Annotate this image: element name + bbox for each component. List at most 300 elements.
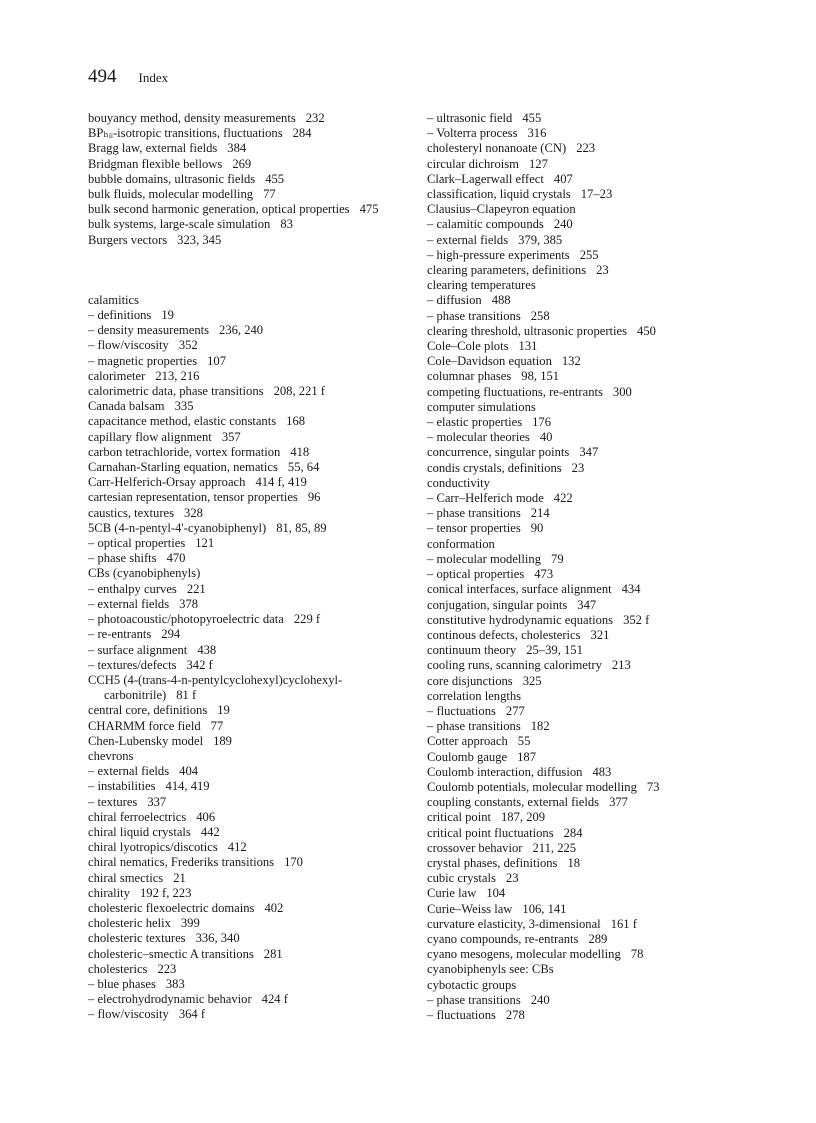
- index-entry: [427, 491, 762, 506]
- index-entry: [427, 689, 762, 704]
- index-term: – instabilities: [88, 779, 156, 794]
- index-term: clearing temperatures: [427, 278, 536, 293]
- index-term: curvature elasticity, 3-dimensional: [427, 916, 601, 931]
- index-term: calamitics: [88, 292, 140, 307]
- index-entry: [427, 506, 762, 521]
- index-pages: 316: [527, 126, 547, 141]
- index-entry: [88, 521, 413, 536]
- index-term: cholesteric–smectic A transitions: [88, 946, 254, 961]
- index-term: – phase transitions: [427, 506, 521, 521]
- index-term: continous defects, cholesterics: [427, 627, 581, 642]
- index-pages: 414 f, 419: [255, 475, 307, 490]
- index-entry: [88, 172, 413, 187]
- index-entry: [427, 704, 762, 719]
- index-entry: [88, 369, 413, 384]
- index-term: CCH5 (4-(trans-4-n-pentylcyclohexyl)cyclohexyl-carbonitrile): [88, 672, 343, 703]
- index-term: – phase transitions: [427, 719, 521, 734]
- index-pages: 412: [227, 840, 247, 855]
- index-entry: [427, 537, 762, 552]
- index-entry: [88, 977, 413, 992]
- index-pages: 240: [553, 217, 573, 232]
- index-entry: [88, 931, 413, 946]
- index-pages: 107: [207, 353, 226, 368]
- index-term: Coulomb gauge: [427, 749, 508, 764]
- index-pages: 229 f: [293, 612, 321, 627]
- index-entry: [427, 293, 762, 308]
- index-term: – Carr–Helferich mode: [427, 491, 544, 506]
- index-entry: [88, 627, 413, 642]
- index-term: cartesian representation, tensor properties: [88, 490, 298, 505]
- index-pages: 19: [217, 703, 230, 718]
- index-entry: [88, 916, 413, 931]
- index-pages: 378: [179, 596, 199, 611]
- index-entry: [427, 339, 762, 354]
- index-entry: [88, 308, 413, 323]
- index-term: – flow/viscosity: [88, 338, 169, 353]
- index-entry: [427, 385, 762, 400]
- index-term: carbon tetrachloride, vortex formation: [88, 444, 281, 459]
- index-entry: [88, 323, 413, 338]
- index-entry: [88, 399, 413, 414]
- index-term: Cotter approach: [427, 734, 508, 749]
- index-pages: 422: [553, 491, 573, 506]
- index-entry: [427, 248, 762, 263]
- index-entry: [88, 749, 413, 764]
- index-pages: 23: [505, 871, 519, 886]
- index-term: – textures/defects: [88, 657, 177, 672]
- index-pages: 342 f: [186, 657, 213, 672]
- index-pages: 269: [232, 156, 252, 171]
- index-entry: [427, 902, 762, 917]
- index-entry: [88, 566, 413, 581]
- index-pages: 347: [577, 597, 597, 612]
- index-pages: 470: [166, 551, 186, 566]
- index-entry: [88, 460, 413, 475]
- index-entry: [88, 490, 413, 505]
- index-pages: 211, 225: [532, 840, 577, 855]
- index-term: classification, liquid crystals: [427, 187, 571, 202]
- index-entry: [88, 658, 413, 673]
- index-entry: [88, 233, 413, 248]
- index-term: bulk second harmonic generation, optical properties: [88, 202, 350, 217]
- index-term: chiral nematics, Frederiks transitions: [88, 855, 275, 870]
- index-term: Bridgman flexible bellows: [88, 156, 223, 171]
- index-column-left: [88, 111, 413, 1023]
- index-pages: 98, 151: [521, 369, 560, 384]
- index-entry: [88, 126, 413, 141]
- index-pages: 407: [553, 171, 573, 186]
- index-pages: 277: [505, 703, 525, 718]
- index-entry: [427, 719, 762, 734]
- index-pages: 40: [539, 430, 553, 445]
- index-term: BPₕᵢᵢ-isotropic transitions, fluctuations: [88, 126, 283, 141]
- index-pages: 300: [612, 384, 632, 399]
- index-term: conical interfaces, surface alignment: [427, 582, 612, 597]
- index-term: columnar phases: [427, 369, 512, 384]
- section-gap: [88, 248, 413, 293]
- index-entry: [88, 157, 413, 172]
- index-entry: [427, 978, 762, 993]
- index-entry: [427, 202, 762, 217]
- index-entry: [88, 795, 413, 810]
- index-term: conjugation, singular points: [427, 597, 568, 612]
- index-entry: [88, 354, 413, 369]
- index-pages: 170: [284, 855, 303, 870]
- index-entry: [88, 597, 413, 612]
- index-pages: 335: [174, 399, 194, 414]
- index-term: – surface alignment: [88, 642, 188, 657]
- index-term: bouyancy method, density measurements: [88, 111, 296, 125]
- index-term: Coulomb interaction, diffusion: [427, 764, 583, 779]
- index-pages: 223: [576, 141, 596, 156]
- index-entry: [88, 551, 413, 566]
- index-term: – elastic properties: [427, 415, 523, 430]
- index-entry: [88, 384, 413, 399]
- index-term: Canada balsam: [88, 399, 165, 414]
- index-entry: [88, 779, 413, 794]
- index-entry: [427, 141, 762, 156]
- index-pages: 379, 385: [518, 232, 563, 247]
- index-entry: [88, 536, 413, 551]
- index-term: condis crystals, definitions: [427, 460, 562, 475]
- index-entry: [88, 825, 413, 840]
- index-pages: 383: [165, 976, 185, 991]
- index-pages: 187, 209: [501, 810, 546, 825]
- running-head: Index: [138, 70, 169, 85]
- index-term: Clausius–Clapeyron equation: [427, 202, 576, 217]
- index-pages: 189: [213, 733, 232, 748]
- index-entry: [88, 840, 413, 855]
- index-pages: 255: [579, 247, 599, 262]
- index-entry: [427, 750, 762, 765]
- index-pages: 83: [280, 217, 293, 232]
- index-pages: 406: [196, 809, 216, 824]
- page-number: 494: [88, 66, 117, 87]
- index-term: – magnetic properties: [88, 353, 198, 368]
- index-entry: [88, 202, 413, 217]
- index-pages: 192 f, 223: [139, 885, 192, 900]
- index-term: cholesterics: [88, 961, 148, 976]
- index-entry: [427, 445, 762, 460]
- index-entry: [427, 476, 762, 491]
- index-pages: 442: [200, 824, 220, 839]
- index-term: – photoacoustic/photopyroelectric data: [88, 612, 284, 627]
- index-entry: [88, 810, 413, 825]
- index-term: concurrence, singular points: [427, 445, 570, 460]
- index-pages: 281: [263, 946, 283, 961]
- index-entry: [427, 354, 762, 369]
- index-entry: [427, 734, 762, 749]
- index-term: – phase transitions: [427, 308, 521, 323]
- index-pages: 450: [637, 323, 656, 338]
- index-pages: 106, 141: [522, 901, 567, 916]
- index-term: correlation lengths: [427, 688, 522, 703]
- index-term: CHARMM force field: [88, 718, 201, 733]
- index-entry: [88, 445, 413, 460]
- index-term: – ultrasonic field: [427, 111, 513, 125]
- index-entry: [427, 278, 762, 293]
- index-pages: 475: [359, 202, 379, 217]
- index-term: chevrons: [88, 748, 134, 763]
- index-entry: [427, 157, 762, 172]
- index-pages: 81 f: [176, 688, 197, 703]
- index-term: Coulomb potentials, molecular modelling: [427, 779, 637, 794]
- index-term: – tensor properties: [427, 521, 521, 536]
- index-term: – external fields: [427, 232, 509, 247]
- index-term: clearing threshold, ultrasonic properties: [427, 323, 628, 338]
- index-pages: 377: [609, 795, 628, 810]
- index-pages: 240: [530, 992, 550, 1007]
- index-pages: 337: [147, 794, 167, 809]
- index-term: – optical properties: [88, 536, 186, 551]
- index-entry: [427, 309, 762, 324]
- index-entry: [427, 856, 762, 871]
- index-entry: [88, 871, 413, 886]
- index-term: – calamitic compounds: [427, 217, 544, 232]
- index-pages: 176: [532, 415, 552, 430]
- index-pages: 55: [517, 734, 531, 749]
- index-term: constitutive hydrodynamic equations: [427, 612, 614, 627]
- index-term: – Volterra process: [427, 126, 518, 141]
- index-entry: [427, 628, 762, 643]
- index-term: conductivity: [427, 475, 490, 490]
- index-pages: 104: [486, 886, 506, 901]
- index-term: competing fluctuations, re-entrants: [427, 384, 603, 399]
- index-term: central core, definitions: [88, 703, 208, 718]
- index-term: caustics, textures: [88, 505, 175, 520]
- index-entry: [427, 810, 762, 825]
- index-term: – enthalpy curves: [88, 581, 177, 596]
- index-pages: 434: [621, 582, 641, 597]
- index-entry: [88, 734, 413, 749]
- index-term: – flow/viscosity: [88, 1007, 169, 1022]
- index-term: Bragg law, external fields: [88, 141, 218, 156]
- index-pages: 55, 64: [287, 460, 320, 475]
- index-entry: [88, 764, 413, 779]
- index-term: – high-pressure experiments: [427, 247, 570, 262]
- index-pages: 208, 221 f: [273, 384, 325, 399]
- index-entry: [427, 217, 762, 232]
- index-pages: 357: [221, 429, 241, 444]
- index-entry: [427, 111, 762, 126]
- index-term: cholesteric textures: [88, 931, 186, 946]
- index-pages: 473: [534, 567, 554, 582]
- index-entry: [88, 475, 413, 490]
- index-entry: [427, 582, 762, 597]
- index-term: Clark–Lagerwall effect: [427, 171, 544, 186]
- index-entry: [427, 369, 762, 384]
- index-pages: 483: [592, 764, 612, 779]
- index-term: cholesteric flexoelectric domains: [88, 900, 255, 915]
- index-entry: [88, 430, 413, 445]
- index-pages: 19: [161, 308, 174, 323]
- index-entry: [88, 886, 413, 901]
- index-term: continuum theory: [427, 643, 517, 658]
- index-pages: 223: [157, 961, 177, 976]
- index-term: bulk systems, large-scale simulation: [88, 217, 271, 232]
- index-entry: [88, 992, 413, 1007]
- index-entry: [88, 643, 413, 658]
- index-term: Cole–Davidson equation: [427, 354, 552, 369]
- index-entry: [427, 947, 762, 962]
- index-pages: 325: [522, 673, 542, 688]
- index-term: cholesteryl nonanoate (CN): [427, 141, 567, 156]
- index-pages: 18: [567, 855, 581, 870]
- index-pages: 455: [522, 111, 542, 125]
- index-entry: [88, 612, 413, 627]
- index-entry: [427, 795, 762, 810]
- index-entry: [427, 567, 762, 582]
- index-pages: 77: [210, 718, 224, 733]
- index-pages: 132: [561, 354, 581, 369]
- index-entry: [427, 415, 762, 430]
- index-pages: 364 f: [178, 1007, 206, 1022]
- index-entry: [88, 901, 413, 916]
- index-entry: [427, 598, 762, 613]
- index-term: – re-entrants: [88, 627, 152, 642]
- index-entry: [88, 338, 413, 353]
- index-term: clearing parameters, definitions: [427, 263, 587, 278]
- index-pages: 278: [505, 1007, 525, 1022]
- index-entry: [88, 414, 413, 429]
- index-pages: 414, 419: [165, 779, 210, 794]
- index-term: bulk fluids, molecular modelling: [88, 187, 254, 202]
- index-term: – optical properties: [427, 567, 525, 582]
- index-entry: [427, 962, 762, 977]
- index-term: critical point fluctuations: [427, 825, 554, 840]
- index-term: – electrohydrodynamic behavior: [88, 992, 252, 1007]
- index-term: circular dichroism: [427, 156, 519, 171]
- index-pages: 214: [530, 506, 550, 521]
- index-term: cyanobiphenyls see: CBs: [427, 962, 554, 977]
- index-pages: 424 f: [261, 992, 288, 1007]
- index-pages: 168: [286, 414, 306, 429]
- index-entry: [427, 886, 762, 901]
- index-entry: [88, 187, 413, 202]
- index-term: cybotactic groups: [427, 977, 517, 992]
- index-pages: 73: [646, 779, 660, 794]
- index-term: Cole–Cole plots: [427, 339, 509, 354]
- index-pages: 404: [179, 764, 199, 779]
- index-entry: [88, 962, 413, 977]
- index-pages: 289: [588, 931, 608, 946]
- index-term: chiral lyotropics/discotics: [88, 840, 218, 855]
- index-term: – fluctuations: [427, 1007, 496, 1022]
- index-term: conformation: [427, 536, 495, 551]
- index-entry: [88, 141, 413, 156]
- index-term: cyano compounds, re-entrants: [427, 931, 579, 946]
- index-term: Curie–Weiss law: [427, 901, 513, 916]
- index-pages: 284: [292, 126, 312, 141]
- index-entry: [427, 263, 762, 278]
- index-term: coupling constants, external fields: [427, 795, 600, 810]
- index-term: – definitions: [88, 308, 152, 323]
- index-term: chiral ferroelectrics: [88, 809, 187, 824]
- index-entry: [427, 400, 762, 415]
- index-entry: [88, 293, 413, 308]
- index-pages: 17–23: [580, 187, 613, 202]
- index-pages: 187: [517, 749, 536, 764]
- index-pages: 455: [265, 171, 285, 186]
- index-entry: [427, 643, 762, 658]
- index-entry: [427, 658, 762, 673]
- index-term: – molecular theories: [427, 430, 530, 445]
- index-pages: 399: [180, 916, 200, 931]
- index-entry: [427, 841, 762, 856]
- index-term: core disjunctions: [427, 673, 513, 688]
- index-entry: [88, 111, 413, 126]
- index-pages: 23: [571, 460, 585, 475]
- index-entry: [88, 703, 413, 718]
- index-pages: 90: [530, 521, 544, 536]
- index-term: chiral smectics: [88, 870, 164, 885]
- index-term: – external fields: [88, 596, 170, 611]
- index-entry: [88, 217, 413, 232]
- index-pages: 488: [491, 293, 511, 308]
- index-term: – molecular modelling: [427, 551, 542, 566]
- index-pages: 284: [563, 825, 583, 840]
- index-term: Chen-Lubensky model: [88, 733, 204, 748]
- index-entry: [427, 993, 762, 1008]
- index-entry: [88, 1007, 413, 1022]
- index-pages: 323, 345: [177, 232, 222, 247]
- index-entry: [427, 324, 762, 339]
- index-entry: [427, 430, 762, 445]
- index-pages: 328: [184, 505, 203, 520]
- index-pages: 96: [307, 490, 321, 505]
- index-pages: 352 f: [623, 612, 650, 627]
- index-term: – fluctuations: [427, 703, 496, 718]
- index-entry: [88, 506, 413, 521]
- index-pages: 347: [579, 445, 599, 460]
- index-entry: [427, 187, 762, 202]
- page-header: [88, 66, 168, 94]
- index-term: critical point: [427, 810, 491, 825]
- index-entry: [88, 947, 413, 962]
- index-pages: 321: [590, 627, 610, 642]
- index-pages: 127: [528, 156, 548, 171]
- index-pages: 336, 340: [195, 931, 240, 946]
- index-pages: 121: [195, 536, 215, 551]
- index-pages: 294: [161, 627, 181, 642]
- index-term: cooling runs, scanning calorimetry: [427, 658, 602, 673]
- index-entry: [427, 126, 762, 141]
- index-entry: [88, 673, 413, 703]
- index-entry: [427, 613, 762, 628]
- index-term: crystal phases, definitions: [427, 855, 558, 870]
- index-term: chirality: [88, 885, 130, 900]
- index-pages: 182: [530, 719, 550, 734]
- index-term: – textures: [88, 794, 138, 809]
- index-pages: 418: [290, 444, 310, 459]
- index-entry: [427, 917, 762, 932]
- index-pages: 402: [264, 900, 284, 915]
- index-pages: 232: [305, 111, 325, 125]
- index-term: capacitance method, elastic constants: [88, 414, 277, 429]
- index-term: Carnahan-Starling equation, nematics: [88, 460, 278, 475]
- index-entry: [427, 871, 762, 886]
- index-pages: 81, 85, 89: [276, 520, 327, 535]
- index-term: calorimetric data, phase transitions: [88, 384, 264, 399]
- index-entry: [88, 582, 413, 597]
- index-term: calorimeter: [88, 368, 146, 383]
- index-pages: 23: [596, 263, 609, 278]
- index-term: – phase shifts: [88, 551, 157, 566]
- index-pages: 77: [263, 187, 276, 202]
- index-pages: 236, 240: [219, 323, 264, 338]
- index-term: bubble domains, ultrasonic fields: [88, 171, 256, 186]
- index-term: Carr-Helferich-Orsay approach: [88, 475, 246, 490]
